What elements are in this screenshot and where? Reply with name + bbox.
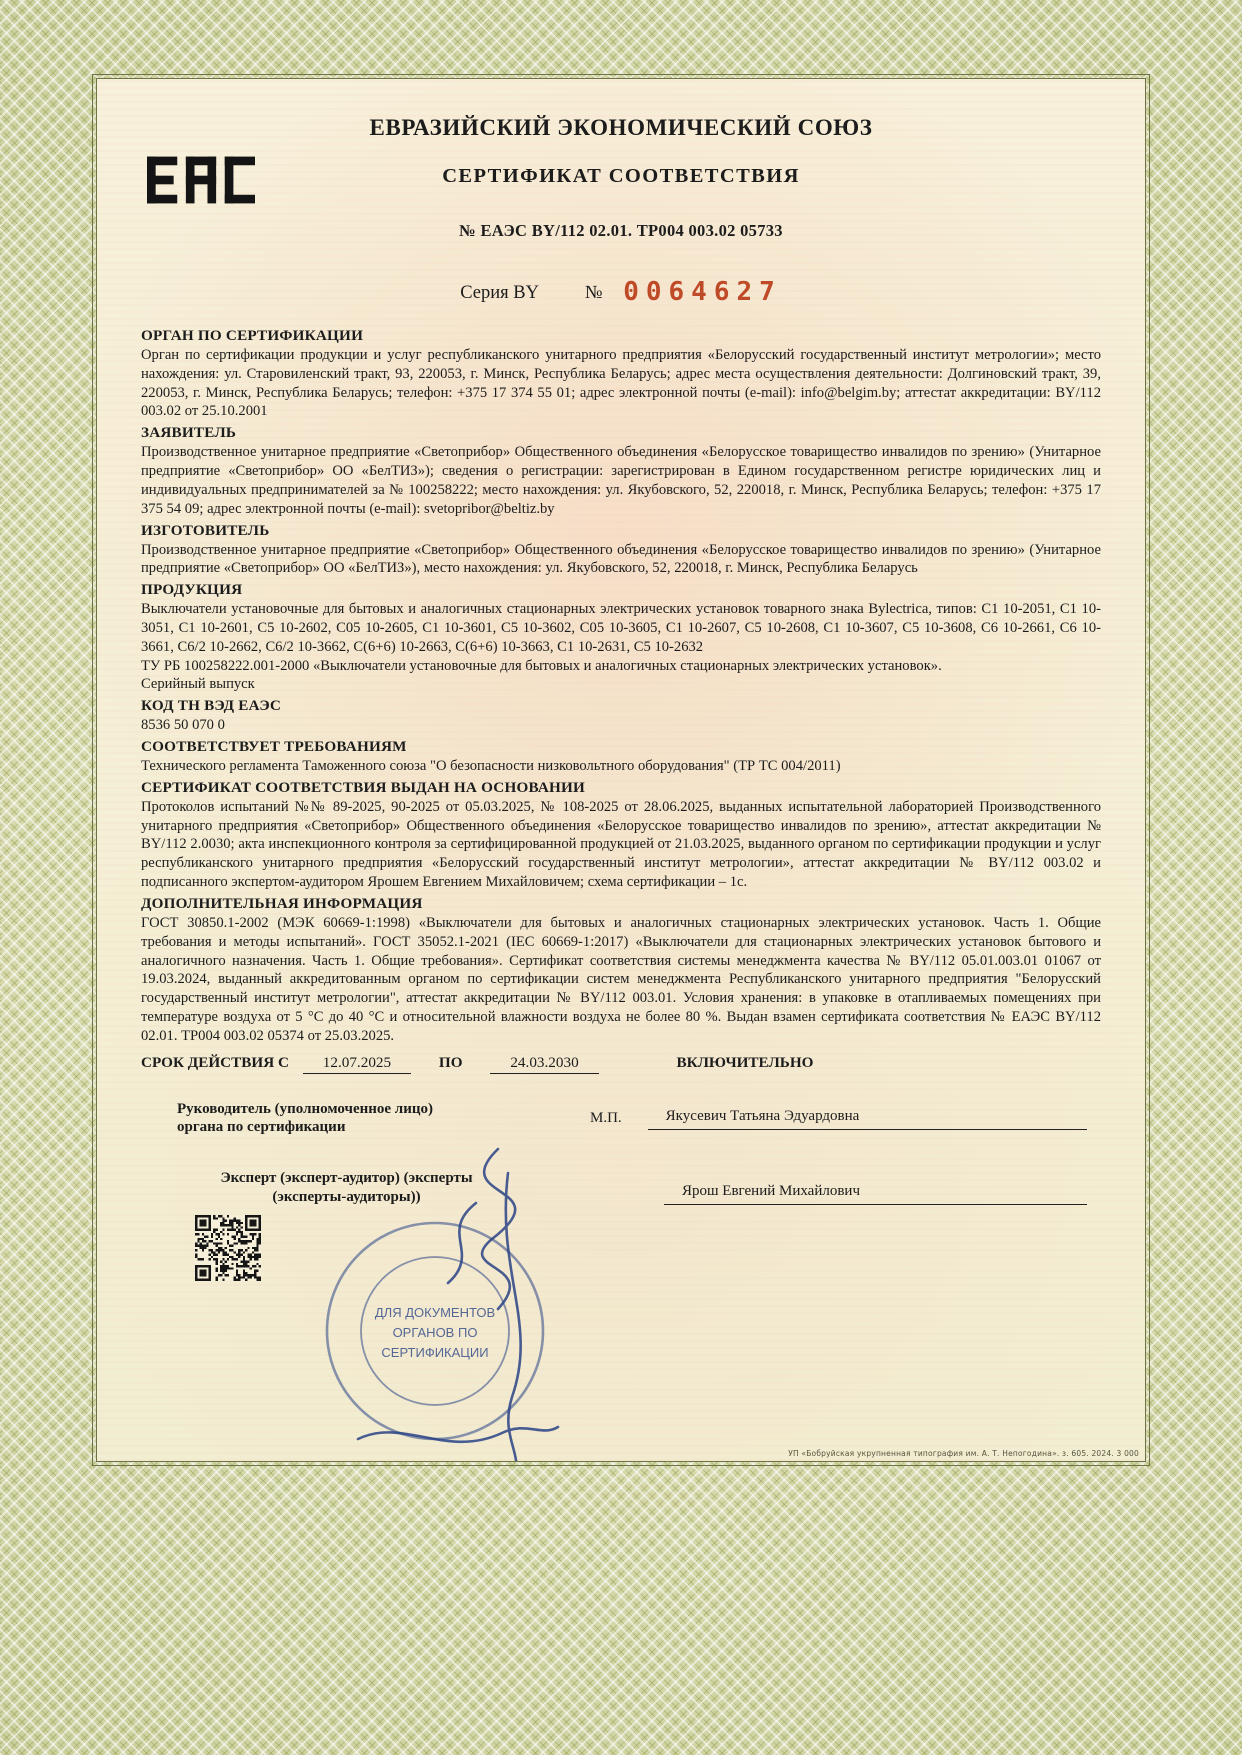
products-tu: ТУ РБ 100258222.001-2000 «Выключатели установочные для бытовых и аналогичных стационарных электрических установок».: [141, 657, 942, 674]
sections: [141, 327, 1101, 1046]
section-tnved: [141, 697, 1101, 735]
union-title: ЕВРАЗИЙСКИЙ ЭКОНОМИЧЕСКИЙ СОЮЗ: [369, 115, 873, 140]
section-heading: ОРГАН ПО СЕРТИФИКАЦИИ: [141, 327, 364, 344]
certificate-panel: [96, 78, 1146, 1462]
number-sign: №: [584, 283, 603, 303]
stamp-line-2: ОРГАНОВ ПО: [392, 1325, 478, 1340]
section-heading: ЗАЯВИТЕЛЬ: [141, 424, 237, 442]
section-basis: [141, 779, 1101, 892]
section-body: Протоколов испытаний №№ 89-2025, 90-2025 от 05.03.2025, № 108-2025 от 28.06.2025, выданных испытательной лабораторией Производственного унитарного предприятия «Светоприбор» Общественного объединения «Белорусское товарищество инвалидов по зрению», аттестат аккредитации № BY/112 2.0030; акта инспекционного контроля за сертифицированной продукцией от 21.03.2025, выданного органом по сертификации продукции и услуг республиканского унитарного предприятия «Белорусский государственный институт метрологии», аттестат аккредитации № BY/112 003.02 и подписанного экспертом-аудитором Ярошем Евгением Михайловичем; схема сертификации – 1с.: [141, 798, 1101, 891]
head-signature-label: Руководитель (уполномоченное лицо) органа по сертификации: [177, 1100, 434, 1136]
section-heading: ДОПОЛНИТЕЛЬНАЯ ИНФОРМАЦИЯ: [141, 894, 423, 912]
expert-signatory-name: Ярош Евгений Михайлович: [664, 1183, 1087, 1205]
validity-inclusive-label: ВКЛЮЧИТЕЛЬНО: [676, 1053, 814, 1071]
section-body: Производственное унитарное предприятие «Светоприбор» Общественного объединения «Белорусское товарищество инвалидов по зрению» (Унитарное предприятие «Светоприбор» ОО «БелТИЗ»); сведения о регистрации: зарегистрирован в Едином государственном регистре юридических лиц и индивидуальных предпринимателей за № 100258222; место нахождения: ул. Якубовского, 52, 220018, г. Минск, Республика Беларусь; телефон: +375 17 375 54 09; адрес электронной почты (e-mail): svetopribor@beltiz.by: [141, 444, 1101, 517]
section-heading: СЕРТИФИКАТ СООТВЕТСТВИЯ ВЫДАН НА ОСНОВАНИИ: [141, 778, 586, 796]
section-body: Выключатели установочные для бытовых и аналогичных стационарных электрических установок товарного знака Bylectrica, типов: С1 10-2051, С1 10-3051, С1 10-2601, С5 10-2602, С05 10-2605, С1 10-3601, С5 10-3602, С05 10-3605, С1 10-2607, С5 10-2608, С1 10-3607, С5 10-3608, С6 10-2661, С6 10-3661, С6/2 10-2662, С6/2 10-3662, С(6+6) 10-2663, С(6+6) 10-3663, С1 10-2631, С5 10-2632: [141, 601, 1101, 655]
section-body: Технического регламента Таможенного союза "О безопасности низковольтного оборудования" (ТР ТС 004/2011): [141, 758, 841, 774]
series-label: Серия BY: [460, 283, 539, 303]
expert-name-block: [664, 1169, 1087, 1205]
section-manufacturer: [141, 522, 1101, 579]
section-heading: СООТВЕТСТВУЕТ ТРЕБОВАНИЯМ: [141, 738, 407, 755]
section-body: Производственное унитарное предприятие «Светоприбор» Общественного объединения «Белорусское товарищество инвалидов по зрению» (Унитарное предприятие «Светоприбор» ОО «БелТИЗ»), место нахождения: ул. Якубовского, 52, 220018, г. Минск, Республика Беларусь: [141, 541, 1101, 577]
section-heading: КОД ТН ВЭД ЕАЭС: [141, 697, 282, 715]
signature-block: [141, 1100, 1101, 1286]
section-products: [141, 581, 1101, 694]
validity-line: [141, 1054, 1101, 1074]
stamp-line-1: ДЛЯ ДОКУМЕНТОВ: [374, 1305, 496, 1320]
validity-label: СРОК ДЕЙСТВИЯ С: [141, 1053, 289, 1071]
section-complies: [141, 738, 1101, 776]
stamp-line-3: СЕРТИФИКАЦИИ: [381, 1345, 489, 1360]
section-body: ГОСТ 30850.1-2002 (МЭК 60669-1:1998) «Выключатели для бытовых и аналогичных стационарных электрических установок. Часть 1. Общие требования и методы испытаний». ГОСТ 35052.1-2021 (IEC 60669-1:2017) «Выключатели для стационарных электрических установок бытового и аналогичного назначения. Часть 1. Общие требования». Сертификат соответствия системы менеджмента качества № BY/112 05.01.003.01 01067 от 19.03.2024, выданный аккредитованным органом по сертификации систем менеджмента Республиканского унитарного предприятия "Белорусский государственный институт метрологии", аттестат аккредитации № BY/112 003.01. Условия хранения: в упаковке в отапливаемых помещениях при температуре воздуха от 5 °С до 40 °С и относительной влажности воздуха не более 80 %. Выдан взамен сертификата соответствия № ЕАЭС BY/112 02.01. ТР004 003.02 05374 от 25.03.2025.: [141, 914, 1101, 1044]
head-name-block: [648, 1100, 1087, 1130]
printer-note: УП «Бобруйская укрупненная типография им. А. Т. Непогодина». з. 605. 2024. 3 000: [788, 1449, 1139, 1458]
series-number: 0064627: [623, 277, 782, 307]
section-applicant: [141, 424, 1101, 518]
expert-signature-row: [141, 1169, 1101, 1207]
section-certification-body: [141, 327, 1101, 421]
certificate-number: № ЕАЭС BY/112 02.01. ТР004 003.02 05733: [459, 221, 783, 240]
products-serial: Серийный выпуск: [141, 676, 255, 693]
qr-code: [195, 1215, 261, 1281]
expert-signature-label: Эксперт (эксперт-аудитор) (эксперты (эксперты-аудиторы)): [220, 1170, 473, 1205]
certificate-content: [97, 79, 1145, 1461]
header: [141, 103, 1101, 307]
series-line: [141, 277, 1101, 307]
tnved-code: 8536 50 070 0: [141, 717, 225, 734]
section-body: Орган по сертификации продукции и услуг республиканского унитарного предприятия «Белорусский государственный институт метрологии»; место нахождения: ул. Старовиленский тракт, 93, 220053, г. Минск, Республика Беларусь; адрес места осуществления деятельности: Долгиновский тракт, 39, 220053, г. Минск, Республика Беларусь; телефон: +375 17 374 55 01; адрес электронной почты (e-mail): info@belgim.by; аттестат аккредитации: BY/112 003.02 от 25.10.2001: [141, 347, 1101, 420]
head-signature-row: [141, 1100, 1101, 1138]
head-signatory-name: Якусевич Татьяна Эдуардовна: [648, 1108, 1087, 1130]
validity-to-date: 24.03.2030: [490, 1054, 598, 1074]
qr-row: [195, 1215, 1101, 1286]
validity-po-label: ПО: [438, 1053, 463, 1071]
document-title: СЕРТИФИКАТ СООТВЕТСТВИЯ: [442, 165, 800, 187]
eac-logo: [147, 137, 255, 228]
stamp-place-label: М.П.: [590, 1109, 622, 1126]
section-heading: ИЗГОТОВИТЕЛЬ: [141, 521, 270, 539]
section-heading: ПРОДУКЦИЯ: [141, 581, 243, 599]
section-additional-info: [141, 895, 1101, 1046]
validity-from-date: 12.07.2025: [303, 1054, 411, 1074]
